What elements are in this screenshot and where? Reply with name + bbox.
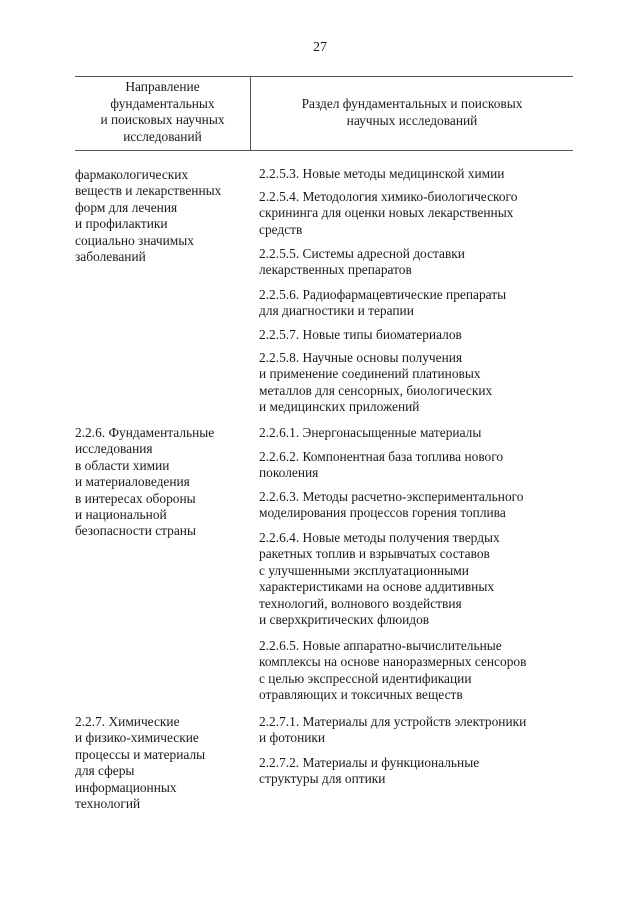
section-entry <box>259 327 462 343</box>
section-line: и медицинских приложений <box>259 399 420 415</box>
section-line: и фотоники <box>259 730 326 746</box>
section-entry <box>259 489 524 522</box>
direction-line: 2.2.7. Химические <box>75 714 180 729</box>
direction-line: и национальной <box>75 507 167 523</box>
direction-line: в области химии <box>75 457 170 473</box>
section-entry <box>259 287 506 320</box>
section-entry <box>259 449 503 482</box>
section-line: ракетных топлив и взрывчатых составов <box>259 546 490 562</box>
direction-line: безопасности страны <box>75 523 196 539</box>
direction-cell <box>75 425 214 540</box>
direction-line: заболеваний <box>75 249 146 265</box>
section-line: моделирования процессов горения топлива <box>259 505 506 521</box>
direction-line: исследования <box>75 441 153 457</box>
section-line: характеристиками на основе аддитивных <box>259 579 495 595</box>
section-line: 2.2.5.8. Научные основы получения <box>259 350 463 365</box>
section-entry <box>259 189 517 238</box>
section-line: металлов для сенсорных, биологических <box>259 382 493 398</box>
section-line: с улучшенными эксплуатационными <box>259 562 469 578</box>
header-top-rule <box>75 76 573 77</box>
section-line: с целью экспрессной идентификации <box>259 670 472 686</box>
direction-line: и физико-химические <box>75 730 199 746</box>
direction-line: веществ и лекарственных <box>75 183 222 199</box>
direction-line: социально значимых <box>75 232 194 248</box>
header-line: Направление <box>125 79 200 94</box>
section-entry <box>259 425 481 441</box>
direction-line: и материаловедения <box>75 474 190 490</box>
section-line: лекарственных препаратов <box>259 262 412 278</box>
section-entry <box>259 166 504 182</box>
section-line: 2.2.6.1. Энергонасыщенные материалы <box>259 425 482 440</box>
header-line: и поисковых научных <box>100 112 225 127</box>
header-line: фундаментальных <box>110 95 215 111</box>
section-line: поколения <box>259 465 319 481</box>
section-line: комплексы на основе наноразмерных сенсоров <box>259 654 527 670</box>
section-entry <box>259 638 526 704</box>
section-line: структуры для оптики <box>259 771 386 787</box>
section-line: 2.2.5.7. Новые типы биоматериалов <box>259 327 462 342</box>
section-line: 2.2.5.5. Системы адресной доставки <box>259 246 465 261</box>
direction-cell <box>75 167 221 265</box>
section-line: и применение соединений платиновых <box>259 366 481 382</box>
section-entry <box>259 755 479 788</box>
section-entry <box>259 350 492 416</box>
section-line: скрининга для оценки новых лекарственных <box>259 205 514 221</box>
section-line: 2.2.5.3. Новые методы медицинской химии <box>259 166 505 181</box>
section-entry <box>259 246 465 279</box>
section-line: 2.2.5.6. Радиофармацевтические препараты <box>259 287 507 302</box>
direction-line: процессы и материалы <box>75 746 206 762</box>
section-line: 2.2.6.5. Новые аппаратно-вычислительные <box>259 638 502 653</box>
section-line: технологий, волнового воздействия <box>259 595 462 611</box>
direction-line: и профилактики <box>75 216 168 232</box>
section-entry <box>259 714 526 747</box>
section-line: 2.2.7.2. Материалы и функциональные <box>259 755 480 770</box>
header-bottom-rule <box>75 150 573 151</box>
section-line: 2.2.7.1. Материалы для устройств электроники <box>259 714 527 729</box>
section-line: отравляющих и токсичных веществ <box>259 687 463 703</box>
page-number: 27 <box>313 40 327 55</box>
section-line: 2.2.5.4. Методология химико-биологического <box>259 189 518 204</box>
header-direction <box>75 79 250 145</box>
section-line: и сверхкритических флюидов <box>259 612 430 628</box>
direction-line: форм для лечения <box>75 199 178 215</box>
section-entry <box>259 530 500 628</box>
section-line: для диагностики и терапии <box>259 303 414 319</box>
direction-line: для сферы <box>75 763 135 779</box>
direction-line: 2.2.6. Фундаментальные <box>75 425 215 440</box>
header-line: научных исследований <box>346 112 478 128</box>
direction-cell <box>75 714 205 812</box>
header-section <box>251 96 573 129</box>
section-line: 2.2.6.2. Компонентная база топлива нового <box>259 449 504 464</box>
header-line: Раздел фундаментальных и поисковых <box>301 96 523 111</box>
section-line: 2.2.6.3. Методы расчетно-экспериментального <box>259 489 524 504</box>
header-line: исследований <box>123 128 202 144</box>
direction-line: фармакологических <box>75 167 189 182</box>
direction-line: технологий <box>75 796 141 812</box>
direction-line: в интересах обороны <box>75 490 196 506</box>
section-line: средств <box>259 221 303 237</box>
direction-line: информационных <box>75 779 177 795</box>
section-line: 2.2.6.4. Новые методы получения твердых <box>259 530 500 545</box>
